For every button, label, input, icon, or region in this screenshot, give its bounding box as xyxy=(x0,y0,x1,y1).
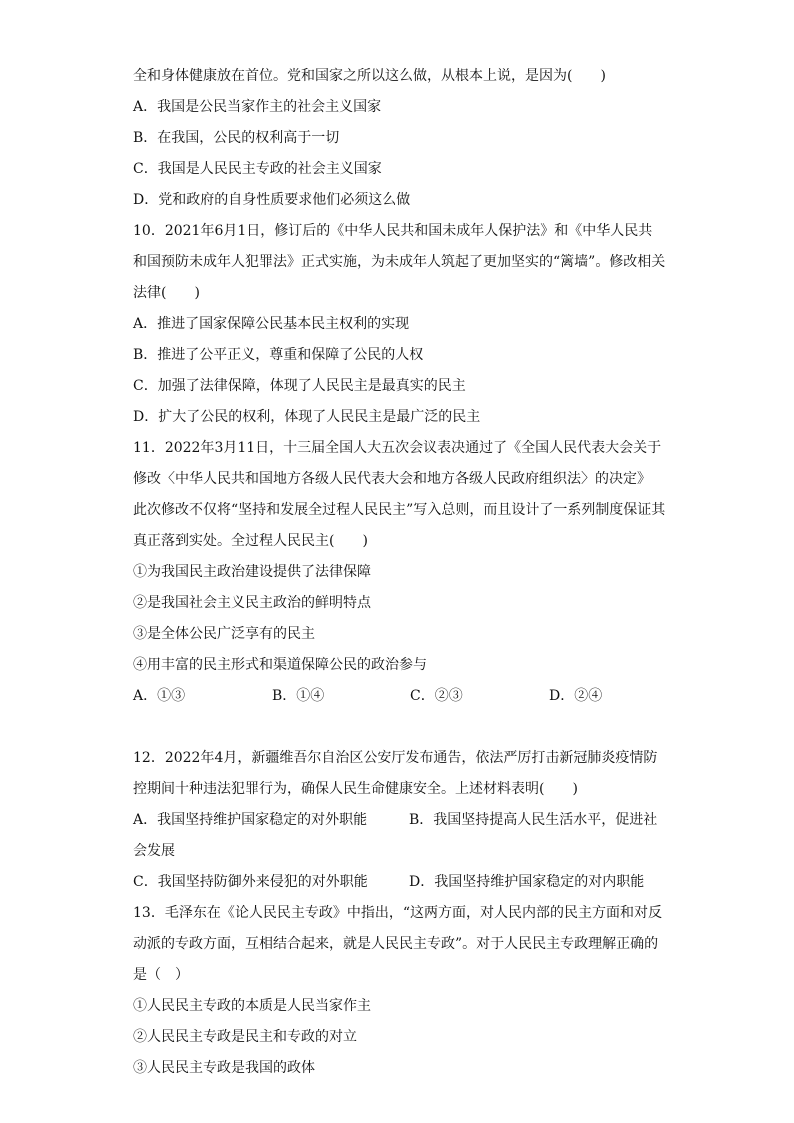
q10-stem-line-3: 法律( ) xyxy=(133,285,200,301)
q11-stem-line-1: 11．2022年3月11日，十三届全国人大五次会议表决通过了《全国人民代表大会关于 xyxy=(133,440,662,456)
q13-stem-line-1: 13．毛泽东在《论人民民主专政》中指出，“这两方面，对人民内部的民主方面和对反 xyxy=(133,905,662,921)
q13-stem-line-3: 是（ ） xyxy=(133,967,189,983)
q12-option-c: C．我国坚持防御外来侵犯的对外职能 xyxy=(133,874,368,890)
q10-option-b: B．推进了公平正义，尊重和保障了公民的人权 xyxy=(133,347,424,363)
q12-option-a: A．我国坚持维护国家稳定的对外职能 xyxy=(133,812,368,828)
q10-stem-line-1: 10．2021年6月1日，修订后的《中华人民共和国未成年人保护法》和《中华人民共 xyxy=(133,223,653,239)
q12-option-b: B．我国坚持提高人民生活水平，促进社 xyxy=(409,812,658,828)
q9-option-b: B．在我国，公民的权利高于一切 xyxy=(133,130,340,146)
q9-option-c: C．我国是人民民主专政的社会主义国家 xyxy=(133,161,382,177)
q12-options-row-cd xyxy=(133,872,663,892)
q11-option-b: B．①④ xyxy=(272,688,325,704)
q11-statement-1: ①为我国民主政治建设提供了法律保障 xyxy=(133,564,371,580)
q12-stem-line-2: 控期间十种违法犯罪行为，确保人民生命健康安全。上述材料表明( ) xyxy=(133,781,578,797)
q11-options-row xyxy=(133,686,663,706)
q10-option-a: A．推进了国家保障公民基本民主权利的实现 xyxy=(133,316,410,332)
q9-option-d: D．党和政府的自身性质要求他们必须这么做 xyxy=(133,192,411,208)
q11-statement-3: ③是全体公民广泛享有的民主 xyxy=(133,626,315,642)
q9-stem-tail: 全和身体健康放在首位。党和国家之所以这么做，从根本上说，是因为( ) xyxy=(133,68,606,84)
q11-option-c: C．②③ xyxy=(410,688,463,704)
q13-stem-line-2: 动派的专政方面，互相结合起来，就是人民民主专政”。对于人民民主专政理解正确的 xyxy=(133,936,659,952)
q11-stem-line-3: 此次修改不仅将“坚持和发展全过程人民民主”写入总则，而且设计了一系列制度保证其 xyxy=(133,502,666,518)
q12-option-b-wrap: 会发展 xyxy=(133,843,175,859)
q13-statement-3: ③人民民主专政是我国的政体 xyxy=(133,1060,315,1076)
q13-statement-2: ②人民民主专政是民主和专政的对立 xyxy=(133,1029,357,1045)
q9-option-a: A．我国是公民当家作主的社会主义国家 xyxy=(133,99,382,115)
q12-options-row-ab xyxy=(133,810,663,830)
q11-statement-2: ②是我国社会主义民主政治的鲜明特点 xyxy=(133,595,371,611)
q12-stem-line-1: 12．2022年4月，新疆维吾尔自治区公安厅发布通告，依法严厉打击新冠肺炎疫情防 xyxy=(133,750,658,766)
q11-stem-line-4: 真正落到实处。全过程人民民主( ) xyxy=(133,533,368,549)
q11-stem-line-2: 修改〈中华人民共和国地方各级人民代表大会和地方各级人民政府组织法〉的决定》 xyxy=(133,471,651,487)
q10-option-d: D．扩大了公民的权利，体现了人民民主是最广泛的民主 xyxy=(133,409,481,425)
q11-option-a: A．①③ xyxy=(133,688,186,704)
q12-option-d: D．我国坚持维护国家稳定的对内职能 xyxy=(409,874,645,890)
q11-statement-4: ④用丰富的民主形式和渠道保障公民的政治参与 xyxy=(133,657,427,673)
q13-statement-1: ①人民民主专政的本质是人民当家作主 xyxy=(133,998,371,1014)
q10-option-c: C．加强了法律保障，体现了人民民主是最真实的民主 xyxy=(133,378,466,394)
q11-option-d: D．②④ xyxy=(549,688,603,704)
q10-stem-line-2: 和国预防未成年人犯罪法》正式实施，为未成年人筑起了更加坚实的“篱墙”。修改相关 xyxy=(133,254,666,270)
